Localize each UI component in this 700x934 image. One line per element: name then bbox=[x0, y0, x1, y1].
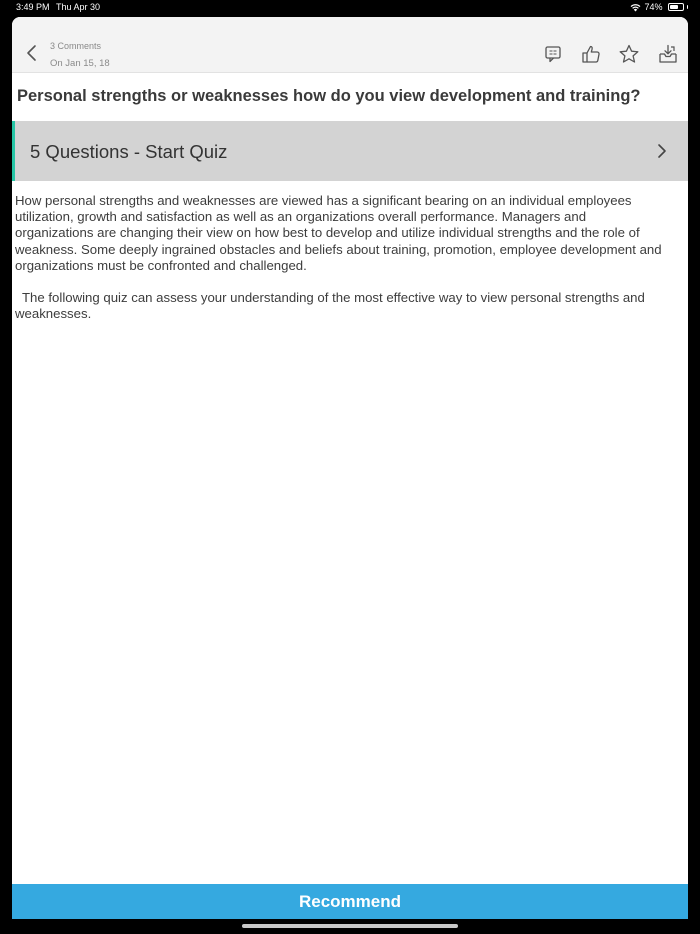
status-date: Thu Apr 30 bbox=[56, 2, 101, 12]
wifi-icon bbox=[630, 3, 641, 12]
nav-bar bbox=[12, 17, 688, 73]
battery-fill bbox=[670, 5, 679, 9]
battery-icon bbox=[668, 3, 684, 11]
article-paragraph: How personal strengths and weaknesses are viewed has a significant bearing on an individual employees utilization, growth and satisfaction as well as an organizations overall performance. Managers and organizations are changing their view on how best to develop and utilize individual strengths and the role of weakness. Some deeply ingrained obstacles and beliefs about training, promotion, employee development and organizations must be confronted and challenged. bbox=[15, 193, 662, 273]
star-icon[interactable] bbox=[618, 43, 640, 65]
save-download-icon[interactable] bbox=[657, 43, 679, 65]
article-paragraph: The following quiz can assess your understanding of the most effective way to view personal strengths and weaknesses. bbox=[15, 290, 645, 322]
status-right bbox=[630, 2, 688, 12]
post-date: On Jan 15, 18 bbox=[50, 58, 110, 69]
quiz-label: 5 Questions - Start Quiz bbox=[30, 141, 228, 162]
app-sheet bbox=[12, 17, 688, 919]
status-time: 3:49 PM bbox=[16, 2, 50, 12]
comments-count[interactable]: 3 Comments bbox=[50, 41, 102, 51]
battery-percent: 74% bbox=[644, 2, 663, 12]
chevron-right-icon bbox=[656, 143, 668, 159]
thumbs-up-icon[interactable] bbox=[580, 43, 602, 65]
comment-icon[interactable] bbox=[542, 43, 564, 65]
start-quiz-row[interactable] bbox=[12, 121, 688, 181]
home-indicator bbox=[242, 924, 458, 928]
title-row bbox=[12, 74, 688, 121]
recommend-button[interactable]: Recommend bbox=[12, 884, 688, 919]
status-bar bbox=[0, 0, 700, 16]
back-button[interactable] bbox=[24, 43, 40, 63]
article-title: Personal strengths or weaknesses how do you view development and training? bbox=[17, 87, 641, 105]
battery-tip bbox=[687, 5, 689, 9]
article-body bbox=[15, 193, 665, 338]
